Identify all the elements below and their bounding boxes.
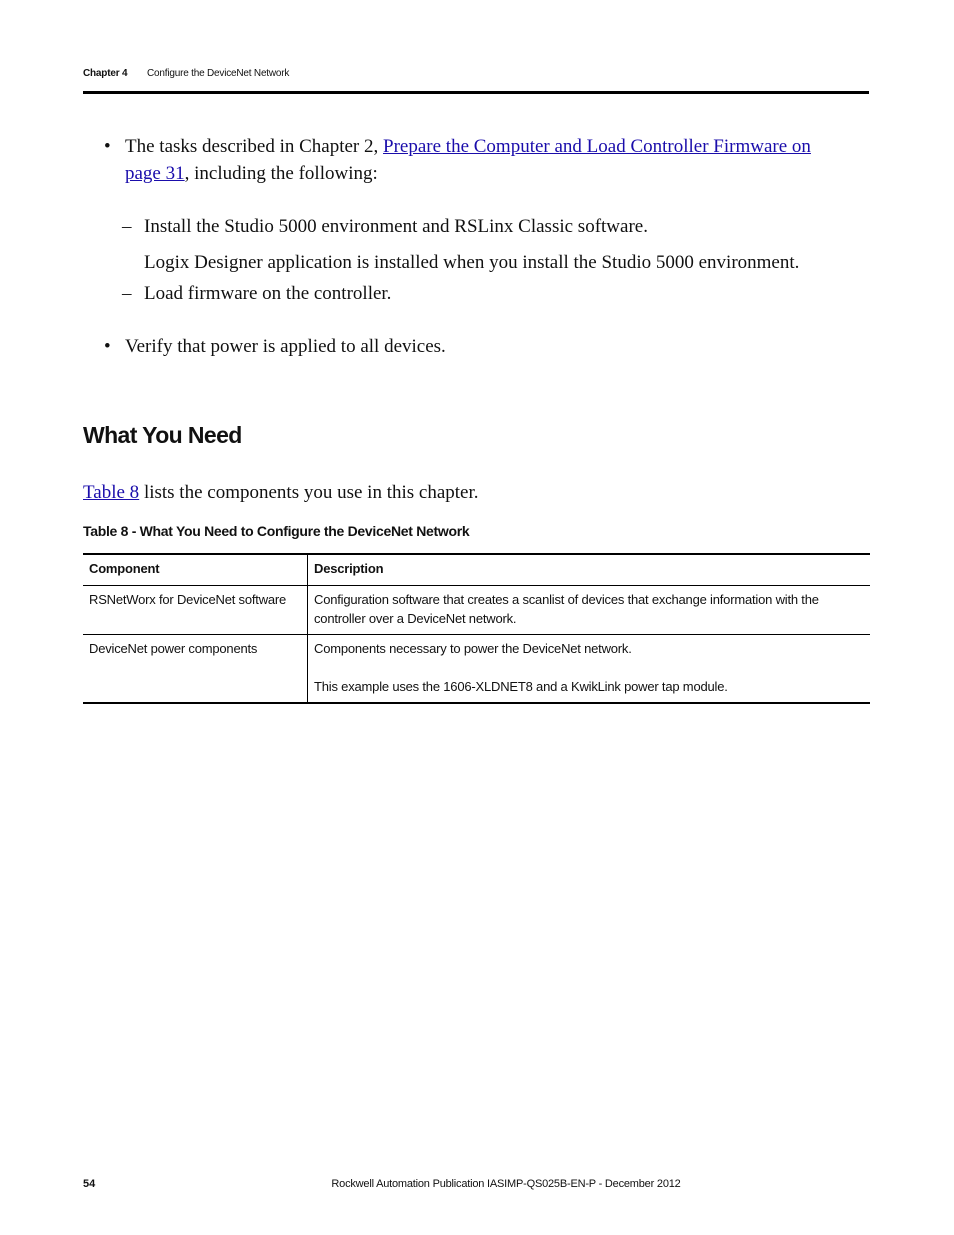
publication-footer — [0, 1178, 954, 1190]
dash-text: Load firmware on the controller. — [144, 283, 392, 304]
dash-note: Logix Designer application is installed when you install the Studio 5000 environment. — [144, 252, 800, 273]
cell-component: DeviceNet power components — [83, 635, 308, 704]
cell-component: RSNetWorx for DeviceNet software — [83, 586, 308, 635]
column-header-description: Description — [314, 561, 384, 576]
description-note: This example uses the 1606-XLDNET8 and a KwikLink power tap module. — [314, 679, 728, 694]
dash-glyph: – — [122, 283, 132, 304]
section-intro — [83, 479, 479, 506]
page-header — [83, 67, 869, 94]
page31-link[interactable]: page 31 — [125, 163, 185, 184]
section-title: What You Need — [83, 422, 242, 448]
table-row — [83, 586, 870, 635]
intro-text: lists the components you use in this chapter. — [139, 482, 479, 503]
components-table — [83, 553, 870, 704]
bullet-text-before: The tasks described in Chapter 2, — [125, 136, 384, 157]
column-header-component: Component — [83, 554, 308, 586]
cell-description — [308, 635, 871, 704]
chapter-label: Chapter 4 — [83, 68, 128, 79]
description-text: Components necessary to power the DeviceNet network. — [314, 641, 632, 656]
chapter2-link[interactable]: Prepare the Computer and Load Controller Firmware on — [383, 136, 811, 157]
table-row — [83, 635, 870, 704]
bullet-text: Verify that power is applied to all devices. — [125, 336, 446, 357]
publication-text: Rockwell Automation Publication IASIMP-QS025B-EN-P - December 2012 — [331, 1178, 681, 1190]
dash-glyph: – — [122, 216, 132, 237]
table-header-row — [83, 554, 870, 586]
table-caption: Table 8 - What You Need to Configure the DeviceNet Network — [83, 523, 470, 539]
table8-link[interactable]: Table 8 — [83, 482, 140, 503]
page-number: 54 — [83, 1178, 96, 1190]
bullet-glyph: • — [104, 336, 111, 357]
bullet-glyph: • — [104, 136, 111, 157]
bullet-text — [125, 133, 870, 187]
cell-description: Configuration software that creates a scanlist of devices that exchange information with the controller over a DeviceNet network. — [314, 592, 819, 626]
chapter-title: Configure the DeviceNet Network — [147, 68, 290, 79]
bullet-text-after: , including the following: — [184, 163, 378, 184]
dash-text: Install the Studio 5000 environment and RSLinx Classic software. — [144, 216, 648, 237]
